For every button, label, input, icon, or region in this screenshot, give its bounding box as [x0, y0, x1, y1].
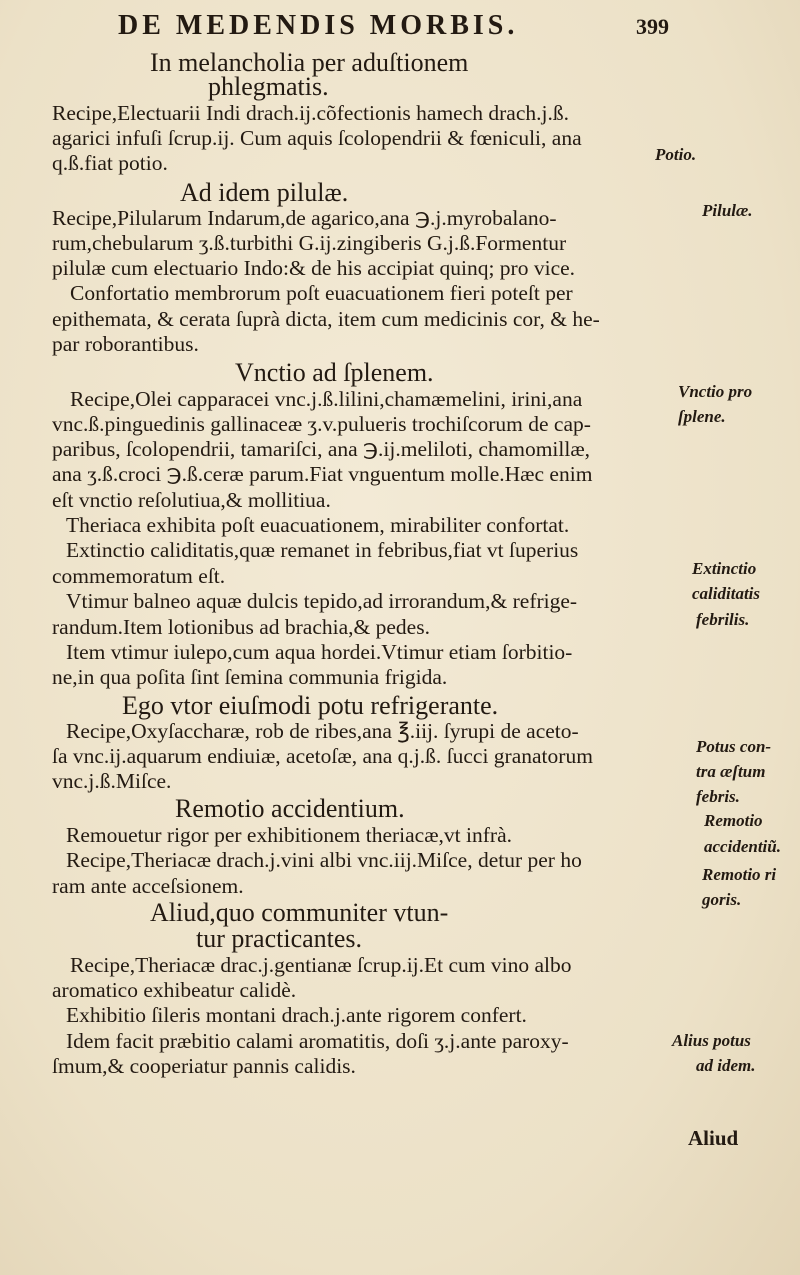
- text-line: ſa vnc.ij.aquarum endiuiæ, acetoſæ, ana q.j.ß. ſucci granatorum: [52, 744, 593, 768]
- text-line: Exhibitio ſileris montani drach.j.ante rigorem confert.: [66, 1003, 527, 1027]
- section-heading: phlegmatis.: [208, 72, 329, 101]
- text-line: Remouetur rigor per exhibitionem theriacæ,vt infrà.: [66, 823, 512, 847]
- margin-note: caliditatis: [692, 584, 760, 603]
- margin-note: Remotio: [704, 811, 763, 830]
- text-line: ana ʒ.ß.croci ℈.ß.ceræ parum.Fiat vnguentum molle.Hæc enim: [52, 462, 593, 486]
- margin-note: ſplene.: [678, 407, 726, 426]
- section-heading: Ego vtor eiuſmodi potu refrigerante.: [122, 691, 499, 720]
- margin-note: goris.: [702, 890, 742, 909]
- text-line: Recipe,Oxyſaccharæ, rob de ribes,ana ℥.iij. ſyrupi de aceto-: [66, 719, 579, 743]
- section-heading: tur practicantes.: [196, 924, 363, 953]
- margin-note: febris.: [696, 787, 740, 806]
- text-line: vnc.ß.pinguedinis gallinaceæ ʒ.v.pulueris trochiſcorum de cap-: [52, 412, 591, 436]
- text-line: Recipe,Pilularum Indarum,de agarico,ana ℈.j.myrobalano-: [52, 206, 557, 230]
- text-line: Extinctio caliditatis,quæ remanet in febribus,fiat vt ſuperius: [66, 538, 579, 562]
- text-line: ne,in qua poſita ſint ſemina communia frigida.: [52, 665, 448, 689]
- text-line: paribus, ſcolopendrii, tamariſci, ana ℈.ij.meliloti, chamomillæ,: [52, 437, 591, 461]
- text-line: agarici infuſi ſcrup.ij. Cum aquis ſcolopendrii & fœniculi, ana: [52, 126, 582, 150]
- margin-note: Remotio ri: [702, 865, 777, 884]
- margin-note: accidentiũ.: [704, 837, 781, 856]
- margin-note: Potus con-: [696, 737, 772, 756]
- text-line: aromatico exhibeatur calidè.: [52, 978, 297, 1002]
- margin-note: Vnctio pro: [678, 382, 753, 401]
- section-heading: Ad idem pilulæ.: [180, 178, 349, 207]
- text-line: ſmum,& cooperiatur pannis calidis.: [52, 1054, 356, 1078]
- text-line: par roborantibus.: [52, 332, 199, 356]
- text-line: Idem facit præbitio calami aromatitis, doſi ʒ.j.ante paroxy-: [66, 1029, 569, 1053]
- section-heading: Remotio accidentium.: [175, 794, 405, 823]
- text-line: epithemata, & cerata ſuprà dicta, item cum medicinis cor, & he-: [52, 307, 600, 331]
- text-line: q.ß.fiat potio.: [52, 151, 168, 175]
- text-line: Recipe,Theriacæ drach.j.vini albi vnc.iij.Miſce, detur per ho: [66, 848, 582, 872]
- text-line: pilulæ cum electuario Indo:& de his accipiat quinq; pro vice.: [52, 256, 576, 280]
- margin-note: febrilis.: [696, 610, 750, 629]
- text-line: ram ante acceſsionem.: [52, 874, 244, 898]
- section-heading: Vnctio ad ſplenem.: [235, 358, 434, 387]
- page-number: 399: [636, 14, 669, 39]
- text-line: rum,chebularum ʒ.ß.turbithi G.ij.zingiberis G.j.ß.Formentur: [52, 231, 567, 255]
- margin-note: Pilulæ.: [702, 201, 753, 220]
- text-line: commemoratum eſt.: [52, 564, 226, 588]
- text-line: Confortatio membrorum poſt euacuationem fieri poteſt per: [70, 281, 573, 305]
- text-line: Recipe,Electuarii Indi drach.ij.cõfectionis hamech drach.j.ß.: [52, 101, 569, 125]
- text-line: Item vtimur iulepo,cum aqua hordei.Vtimur etiam ſorbitio-: [66, 640, 573, 664]
- margin-note: Alius potus: [672, 1031, 751, 1050]
- margin-note: Potio.: [655, 145, 697, 164]
- section-heading: In melancholia per aduſtionem: [150, 48, 469, 77]
- margin-note: Extinctio: [692, 559, 757, 578]
- section-heading: Aliud,quo communiter vtun-: [150, 898, 449, 927]
- text-line: Theriaca exhibita poſt euacuationem, mirabiliter confortat.: [66, 513, 570, 537]
- running-title: DE MEDENDIS MORBIS.: [118, 10, 519, 41]
- margin-note: ad idem.: [696, 1056, 756, 1075]
- text-line: eſt vnctio reſolutiua,& mollitiua.: [52, 488, 331, 512]
- margin-note: tra æſtum: [696, 762, 766, 781]
- text-line: vnc.j.ß.Miſce.: [52, 769, 172, 793]
- text-line: Recipe,Theriacæ drac.j.gentianæ ſcrup.ij.Et cum vino albo: [70, 953, 572, 977]
- catchword: Aliud: [688, 1126, 739, 1150]
- text-line: Vtimur balneo aquæ dulcis tepido,ad irrorandum,& refrige-: [66, 589, 578, 613]
- text-line: randum.Item lotionibus ad brachia,& pedes.: [52, 615, 430, 639]
- page-header: [0, 4, 800, 44]
- text-line: Recipe,Olei capparacei vnc.j.ß.lilini,chamæmelini, irini,ana: [70, 387, 583, 411]
